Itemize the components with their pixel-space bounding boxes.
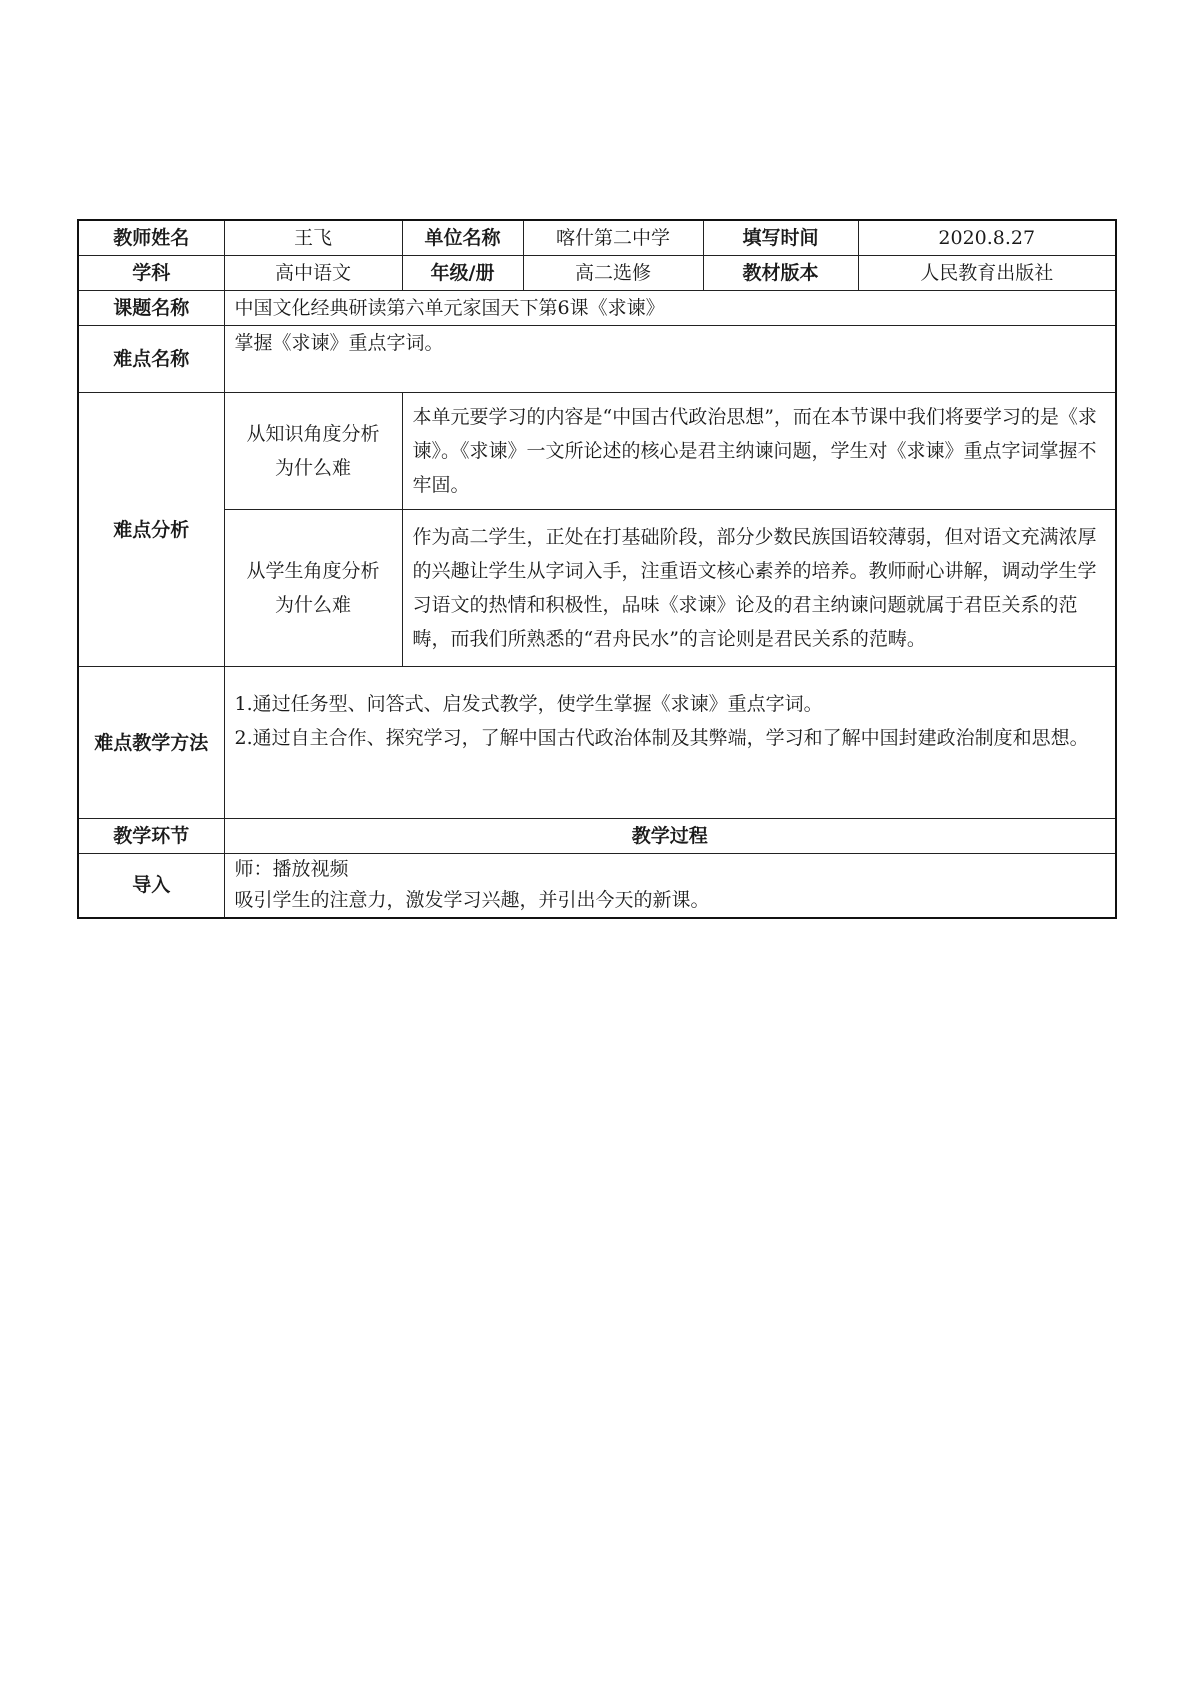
- topic-value: 中国文化经典研读第六单元家国天下第6课《求谏》: [224, 291, 1116, 326]
- difficulty-label: 难点名称: [78, 326, 224, 393]
- process-line: 师：播放视频: [234, 858, 349, 880]
- grade-value: 高二选修: [523, 256, 703, 291]
- method-item: 1.通过任务型、问答式、启发式教学，使学生掌握《求谏》重点字词。: [234, 693, 823, 715]
- stage-header: 教学环节: [78, 819, 224, 854]
- topic-label: 课题名称: [78, 291, 224, 326]
- teacher-label: 教师姓名: [78, 220, 224, 256]
- grade-label: 年级/册: [402, 256, 523, 291]
- student-angle-label: 从学生角度分析为什么难: [224, 510, 402, 667]
- header-row-2: [78, 256, 1116, 291]
- knowledge-angle-label: 从知识角度分析为什么难: [224, 393, 402, 510]
- lesson-plan-document: [77, 219, 1115, 919]
- process-header-row: [78, 819, 1116, 854]
- student-angle-text: 作为高二学生，正处在打基础阶段，部分少数民族国语较薄弱，但对语文充满浓厚的兴趣让学生从字词入手，注重语文核心素养的培养。教师耐心讲解，调动学生学习语文的热情和积极性，品味《求谏》论及的君主纳谏问题就属于君臣关系的范畴，而我们所熟悉的“君舟民水”的言论则是君民关系的范畴。: [402, 510, 1116, 667]
- process-row: [78, 854, 1116, 918]
- method-item: 2.通过自主合作、探究学习，了解中国古代政治体制及其弊端，学习和了解中国封建政治制度和思想。: [234, 727, 1089, 749]
- unit-value: 喀什第二中学: [523, 220, 703, 256]
- process-header: 教学过程: [224, 819, 1116, 854]
- analysis-knowledge-row: [78, 393, 1116, 510]
- process-line: 吸引学生的注意力，激发学习兴趣，并引出今天的新课。: [234, 889, 710, 911]
- teacher-value: 王飞: [224, 220, 402, 256]
- process-content: [224, 854, 1116, 918]
- topic-row: [78, 291, 1116, 326]
- difficulty-row: [78, 326, 1116, 393]
- lesson-plan-table: [77, 219, 1117, 919]
- date-value: 2020.8.27: [858, 220, 1116, 256]
- date-label: 填写时间: [703, 220, 858, 256]
- unit-label: 单位名称: [402, 220, 523, 256]
- method-content: [224, 667, 1116, 819]
- knowledge-angle-text: 本单元要学习的内容是“中国古代政治思想”，而在本节课中我们将要学习的是《求谏》。《求谏》一文所论述的核心是君主纳谏问题，学生对《求谏》重点字词掌握不牢固。: [402, 393, 1116, 510]
- header-row-1: [78, 220, 1116, 256]
- stage-name: 导入: [78, 854, 224, 918]
- difficulty-value: 掌握《求谏》重点字词。: [224, 326, 1116, 393]
- method-label: 难点教学方法: [78, 667, 224, 819]
- subject-value: 高中语文: [224, 256, 402, 291]
- edition-value: 人民教育出版社: [858, 256, 1116, 291]
- edition-label: 教材版本: [703, 256, 858, 291]
- analysis-student-row: [78, 510, 1116, 667]
- method-row: [78, 667, 1116, 819]
- subject-label: 学科: [78, 256, 224, 291]
- analysis-label: 难点分析: [78, 393, 224, 667]
